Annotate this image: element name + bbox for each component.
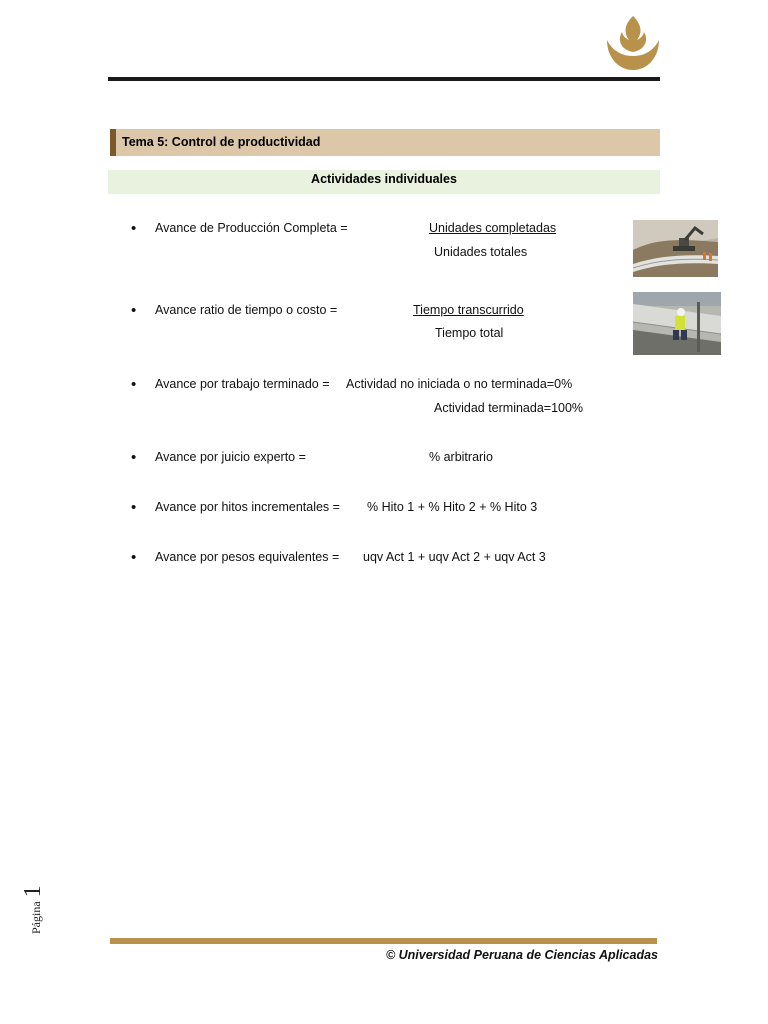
- header-rule: [108, 77, 660, 81]
- bullet-icon: •: [131, 376, 137, 393]
- item-numerator: Tiempo transcurrido: [413, 303, 524, 317]
- bullet-icon: •: [131, 302, 137, 319]
- item-denominator: Unidades totales: [434, 245, 528, 259]
- topic-bar: [110, 129, 660, 156]
- item-value: Actividad terminada=100%: [434, 401, 584, 415]
- page-label: Página: [29, 901, 43, 934]
- item-label: Avance por pesos equivalentes =: [155, 550, 340, 564]
- page-number: [20, 860, 50, 934]
- item-value: % Hito 1 + % Hito 2 + % Hito 3: [367, 500, 538, 514]
- item-denominator: Tiempo total: [435, 326, 504, 340]
- item-label: Avance por hitos incrementales =: [155, 500, 340, 514]
- section-title: Actividades individuales: [311, 172, 457, 186]
- upc-flame-logo-icon: [603, 14, 663, 72]
- item-value: uqv Act 1 + uqv Act 2 + uqv Act 3: [363, 550, 546, 564]
- bullet-icon: •: [131, 499, 137, 516]
- item-label: Avance de Producción Completa =: [155, 221, 348, 235]
- topic-title: Tema 5: Control de productividad: [122, 135, 321, 149]
- pipeline-worker-photo: [633, 292, 721, 355]
- footer-rule: [110, 938, 657, 944]
- item-label: Avance por juicio experto =: [155, 450, 306, 464]
- item-value: % arbitrario: [429, 450, 493, 464]
- bullet-icon: •: [131, 449, 137, 466]
- section-bar: [108, 170, 660, 194]
- page-number-value: 1: [20, 885, 46, 898]
- bullet-icon: •: [131, 549, 137, 566]
- item-numerator: Unidades completadas: [429, 221, 557, 235]
- item-label: Avance por trabajo terminado =: [155, 377, 330, 391]
- bullet-icon: •: [131, 220, 137, 237]
- item-value: Actividad no iniciada o no terminada=0%: [346, 377, 573, 391]
- item-label: Avance ratio de tiempo o costo =: [155, 303, 338, 317]
- footer-text: © Universidad Peruana de Ciencias Aplicadas: [385, 948, 658, 962]
- excavator-pipeline-photo: [633, 220, 718, 277]
